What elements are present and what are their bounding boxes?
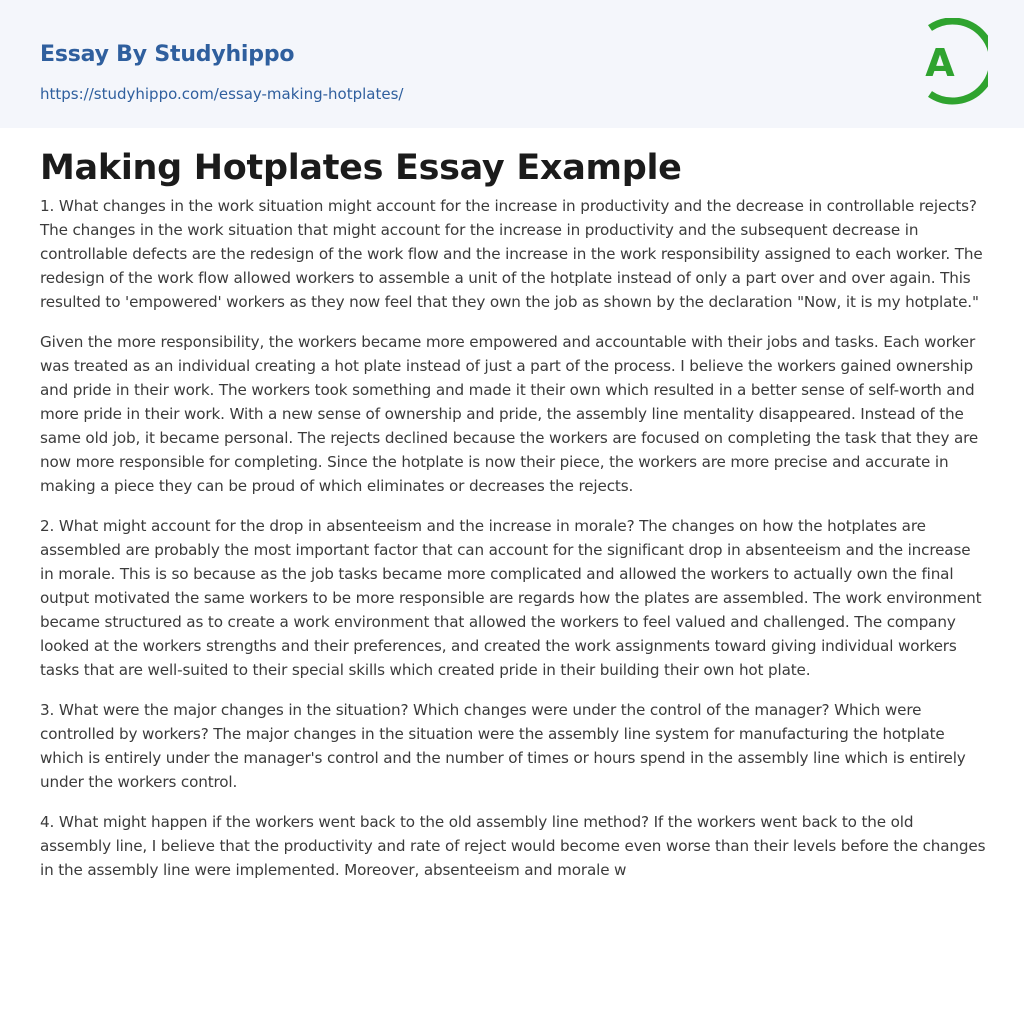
site-header: [0, 0, 1024, 128]
logo-ring: [912, 18, 988, 106]
logo-a-icon[interactable]: [912, 18, 988, 106]
paragraph-2: Given the more responsibility, the workers became more empowered and accountable with their jobs and tasks. Each worker was treated as an individual creating a hot plate instead of just a part of the process. I believe the workers gained ownership and pride in their work. The workers took something and made it their own which resulted in a better sense of self-worth and more pride in their work. With a new sense of ownership and pride, the assembly line mentality disappeared. Instead of the same old job, it became personal. The rejects declined because the workers are focused on completing the task that they are now more responsible for completing. Since the hotplate is now their piece, the workers are more precise and accurate in making a piece they can be proud of which eliminates or decreases the rejects.: [40, 333, 979, 495]
site-title[interactable]: Essay By Studyhippo: [40, 42, 295, 67]
page-url-link[interactable]: https://studyhippo.com/essay-making-hotplates/: [40, 85, 404, 103]
paragraph-1: 1. What changes in the work situation might account for the increase in productivity and the decrease in controllable rejects? The changes in the work situation that might account for the increase in productivity and the subsequent decrease in controllable defects are the redesign of the work flow and the increase in the work responsibility assigned to each worker. The redesign of the work flow allowed workers to assemble a unit of the hotplate instead of only a part over and over again. This resulted to 'empowered' workers as they now feel that they own the job as shown by the declaration "Now, it is my hotplate.": [40, 197, 983, 311]
page-title: Making Hotplates Essay Example: [40, 148, 682, 188]
essay-body: [40, 194, 988, 898]
logo-letter: A: [925, 41, 955, 85]
paragraph-4: 3. What were the major changes in the situation? Which changes were under the control of the manager? Which were controlled by workers? The major changes in the situation were the assembly line system for manufacturing the hotplate which is entirely under the manager's control and the number of times or hours spend in the assembly line which is entirely under the workers control.: [40, 701, 966, 791]
paragraph-5: 4. What might happen if the workers went back to the old assembly line method? If the workers went back to the old assembly line, I believe that the productivity and rate of reject would become even worse than their levels before the changes in the assembly line were implemented. Moreover, absenteeism and morale w: [40, 813, 986, 879]
paragraph-3: 2. What might account for the drop in absenteeism and the increase in morale? The changes on how the hotplates are assembled are probably the most important factor that can account for the significant drop in absenteeism and the increase in morale. This is so because as the job tasks became more complicated and allowed the workers to actually own the final output motivated the same workers to be more responsible are regards how the plates are assembled. The work environment became structured as to create a work environment that allowed the workers to feel valued and challenged. The company looked at the workers strengths and their preferences, and created the work assignments toward giving individual workers tasks that are well-suited to their special skills which created pride in their building their own hot plate.: [40, 517, 982, 679]
